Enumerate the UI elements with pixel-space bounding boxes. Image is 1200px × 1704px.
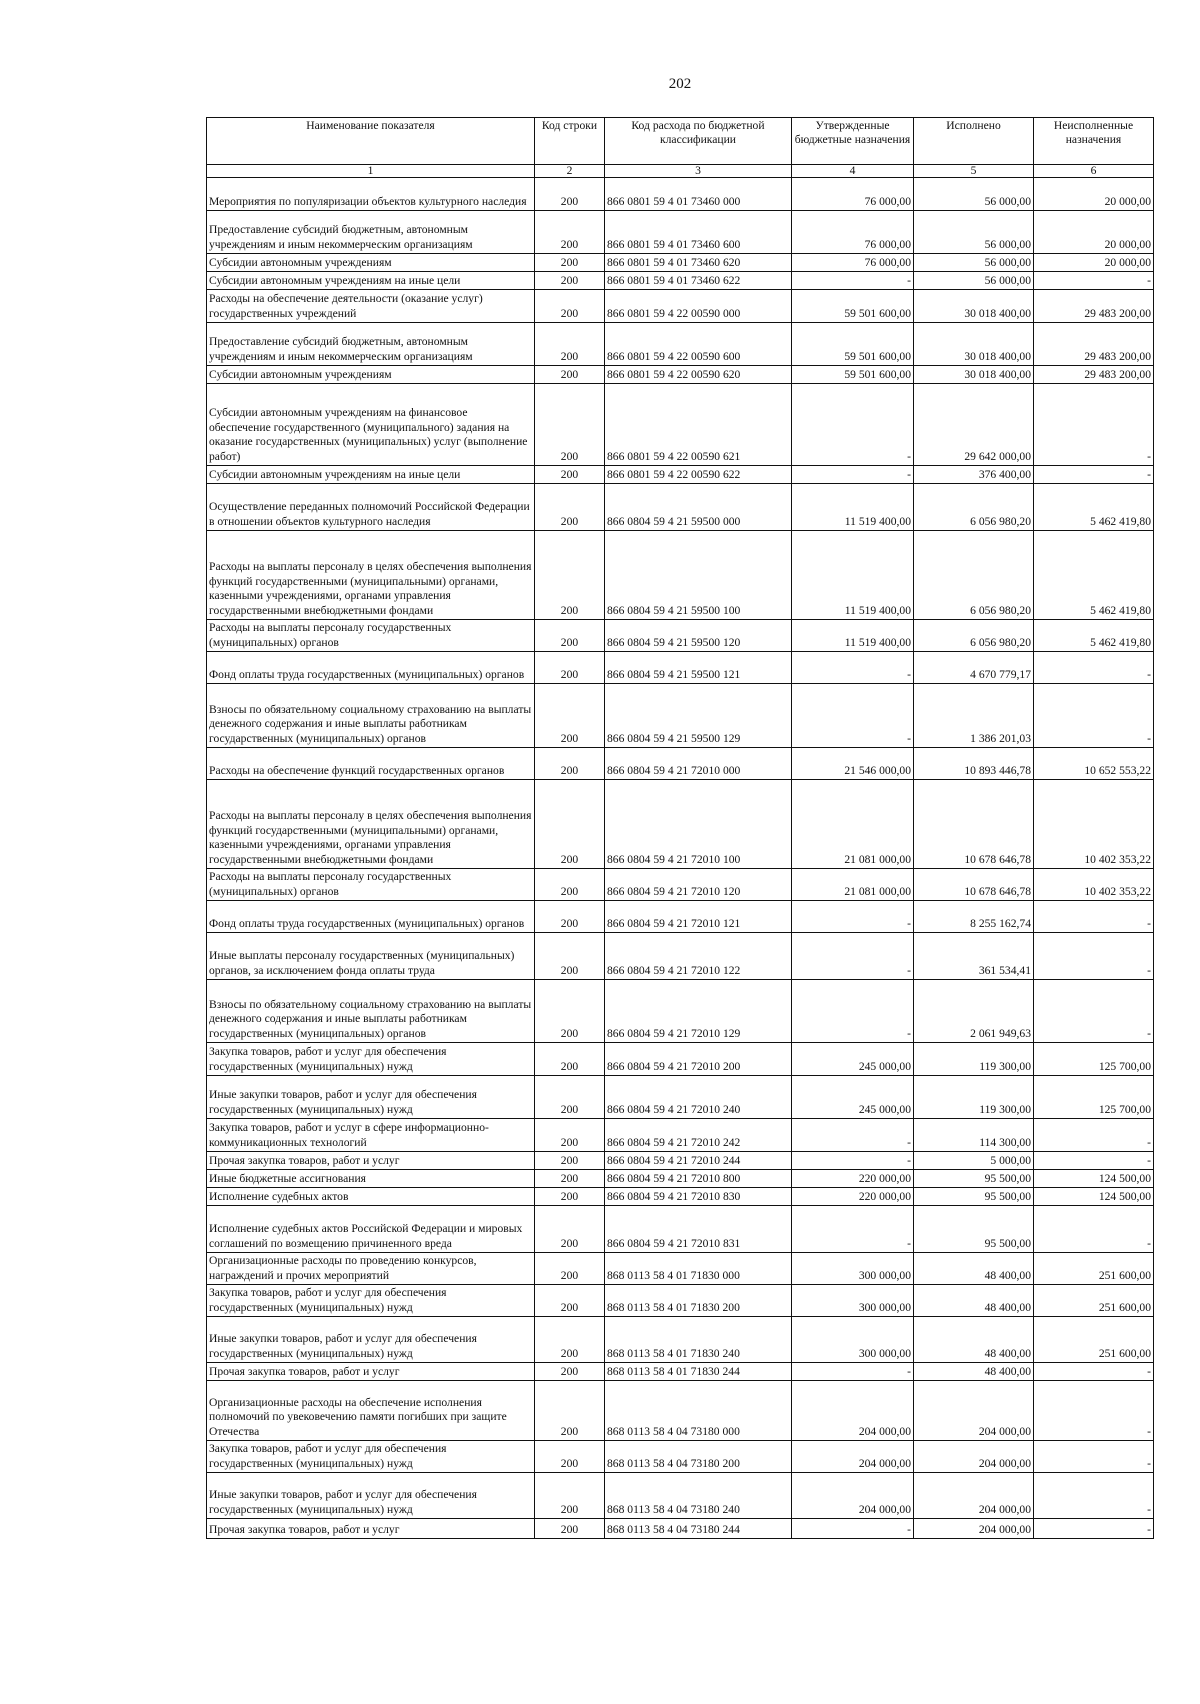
row-line-code: 200 [535, 1206, 605, 1253]
row-expense-code: 866 0804 59 4 21 72010 120 [605, 869, 792, 901]
row-expense-code: 868 0113 58 4 01 71830 240 [605, 1317, 792, 1363]
row-expense-code: 868 0113 58 4 01 71830 244 [605, 1363, 792, 1381]
row-executed: 10 678 646,78 [914, 780, 1034, 869]
row-remaining: 10 402 353,22 [1034, 780, 1154, 869]
table-row [207, 869, 1154, 901]
row-approved: 59 501 600,00 [792, 323, 914, 366]
column-number: 6 [1034, 165, 1154, 178]
row-expense-code: 866 0804 59 4 21 59500 000 [605, 484, 792, 531]
row-expense-code: 868 0113 58 4 04 73180 000 [605, 1381, 792, 1441]
table-row [207, 178, 1154, 211]
row-remaining: - [1034, 466, 1154, 484]
row-approved: 21 081 000,00 [792, 780, 914, 869]
table-row [207, 384, 1154, 466]
row-executed: 6 056 980,20 [914, 484, 1034, 531]
row-remaining: - [1034, 384, 1154, 466]
row-name: Закупка товаров, работ и услуг для обеспечения государственных (муниципальных) нужд [207, 1285, 535, 1317]
table-body [207, 178, 1154, 1539]
row-executed: 30 018 400,00 [914, 290, 1034, 323]
row-name: Субсидии автономным учреждениям на финансовое обеспечение государственного (муниципального) задания на оказание государственных (муниципальных) услуг (выполнение работ) [207, 384, 535, 466]
row-line-code: 200 [535, 1253, 605, 1285]
row-approved: - [792, 384, 914, 466]
row-expense-code: 866 0804 59 4 21 72010 121 [605, 901, 792, 933]
row-expense-code: 868 0113 58 4 04 73180 240 [605, 1473, 792, 1519]
row-name: Субсидии автономным учреждениям [207, 254, 535, 272]
row-name: Иные бюджетные ассигнования [207, 1170, 535, 1188]
row-line-code: 200 [535, 1519, 605, 1539]
row-executed: 56 000,00 [914, 272, 1034, 290]
row-name: Закупка товаров, работ и услуг для обеспечения государственных (муниципальных) нужд [207, 1441, 535, 1473]
table-row [207, 1043, 1154, 1076]
row-executed: 30 018 400,00 [914, 323, 1034, 366]
row-expense-code: 866 0804 59 4 21 72010 000 [605, 748, 792, 780]
row-executed: 10 678 646,78 [914, 869, 1034, 901]
row-expense-code: 866 0801 59 4 01 73460 000 [605, 178, 792, 211]
row-remaining: 124 500,00 [1034, 1170, 1154, 1188]
row-remaining: - [1034, 1152, 1154, 1170]
row-expense-code: 866 0804 59 4 21 72010 240 [605, 1076, 792, 1119]
row-expense-code: 866 0801 59 4 22 00590 600 [605, 323, 792, 366]
row-expense-code: 866 0804 59 4 21 72010 200 [605, 1043, 792, 1076]
header-row [207, 118, 1154, 165]
row-line-code: 200 [535, 1076, 605, 1119]
table-row [207, 1076, 1154, 1119]
row-approved: 245 000,00 [792, 1043, 914, 1076]
row-line-code: 200 [535, 1188, 605, 1206]
row-remaining: - [1034, 1473, 1154, 1519]
row-expense-code: 866 0804 59 4 21 72010 122 [605, 933, 792, 980]
table-row [207, 1473, 1154, 1519]
row-remaining: 20 000,00 [1034, 178, 1154, 211]
row-executed: 376 400,00 [914, 466, 1034, 484]
row-name: Прочая закупка товаров, работ и услуг [207, 1363, 535, 1381]
row-executed: 48 400,00 [914, 1363, 1034, 1381]
table-row [207, 980, 1154, 1043]
row-expense-code: 866 0804 59 4 21 59500 129 [605, 684, 792, 748]
table-row [207, 780, 1154, 869]
row-name: Осуществление переданных полномочий Российской Федерации в отношении объектов культурного наследия [207, 484, 535, 531]
row-name: Взносы по обязательному социальному страхованию на выплаты денежного содержания и иные выплаты работникам государственных (муниципальных) органов [207, 980, 535, 1043]
row-approved: 300 000,00 [792, 1285, 914, 1317]
row-name: Фонд оплаты труда государственных (муниципальных) органов [207, 652, 535, 684]
header-executed: Исполнено [914, 118, 1034, 165]
row-remaining: - [1034, 901, 1154, 933]
row-expense-code: 866 0804 59 4 21 72010 100 [605, 780, 792, 869]
row-line-code: 200 [535, 290, 605, 323]
row-remaining: 251 600,00 [1034, 1253, 1154, 1285]
row-approved: - [792, 980, 914, 1043]
row-remaining: 5 462 419,80 [1034, 531, 1154, 620]
table-row [207, 366, 1154, 384]
table-row [207, 1363, 1154, 1381]
row-executed: 361 534,41 [914, 933, 1034, 980]
row-executed: 5 000,00 [914, 1152, 1034, 1170]
row-approved: 59 501 600,00 [792, 366, 914, 384]
row-name: Иные закупки товаров, работ и услуг для обеспечения государственных (муниципальных) нужд [207, 1473, 535, 1519]
row-expense-code: 866 0801 59 4 01 73460 622 [605, 272, 792, 290]
row-remaining: 10 402 353,22 [1034, 869, 1154, 901]
row-name: Исполнение судебных актов [207, 1188, 535, 1206]
table-row [207, 1519, 1154, 1539]
row-line-code: 200 [535, 652, 605, 684]
row-line-code: 200 [535, 384, 605, 466]
row-name: Предоставление субсидий бюджетным, автономным учреждениям и иным некоммерческим организациям [207, 211, 535, 254]
table-row [207, 1441, 1154, 1473]
row-line-code: 200 [535, 1119, 605, 1152]
row-expense-code: 866 0804 59 4 21 72010 242 [605, 1119, 792, 1152]
row-name: Мероприятия по популяризации объектов культурного наследия [207, 178, 535, 211]
table-row [207, 1253, 1154, 1285]
row-remaining: - [1034, 1206, 1154, 1253]
row-approved: - [792, 1363, 914, 1381]
row-remaining: 5 462 419,80 [1034, 620, 1154, 652]
table-row [207, 531, 1154, 620]
row-name: Расходы на обеспечение деятельности (оказание услуг) государственных учреждений [207, 290, 535, 323]
row-approved: 220 000,00 [792, 1188, 914, 1206]
row-approved: 76 000,00 [792, 254, 914, 272]
row-executed: 6 056 980,20 [914, 531, 1034, 620]
row-executed: 95 500,00 [914, 1188, 1034, 1206]
row-line-code: 200 [535, 323, 605, 366]
column-number: 4 [792, 165, 914, 178]
row-executed: 56 000,00 [914, 211, 1034, 254]
row-approved: 76 000,00 [792, 178, 914, 211]
table-row [207, 933, 1154, 980]
row-approved: 220 000,00 [792, 1170, 914, 1188]
row-executed: 29 642 000,00 [914, 384, 1034, 466]
row-remaining: - [1034, 980, 1154, 1043]
row-expense-code: 866 0801 59 4 22 00590 621 [605, 384, 792, 466]
row-line-code: 200 [535, 531, 605, 620]
row-remaining: - [1034, 1363, 1154, 1381]
row-approved: - [792, 466, 914, 484]
row-executed: 48 400,00 [914, 1317, 1034, 1363]
row-approved: - [792, 1519, 914, 1539]
row-name: Фонд оплаты труда государственных (муниципальных) органов [207, 901, 535, 933]
table-row [207, 323, 1154, 366]
row-remaining: 20 000,00 [1034, 211, 1154, 254]
row-remaining: 29 483 200,00 [1034, 323, 1154, 366]
row-remaining: - [1034, 652, 1154, 684]
row-line-code: 200 [535, 254, 605, 272]
row-approved: 300 000,00 [792, 1253, 914, 1285]
row-executed: 119 300,00 [914, 1043, 1034, 1076]
row-approved: 11 519 400,00 [792, 620, 914, 652]
row-remaining: - [1034, 1381, 1154, 1441]
row-line-code: 200 [535, 1317, 605, 1363]
table-row [207, 1170, 1154, 1188]
header-remaining: Неисполненные назначения [1034, 118, 1154, 165]
column-number: 3 [605, 165, 792, 178]
row-expense-code: 866 0804 59 4 21 59500 100 [605, 531, 792, 620]
table-header [207, 118, 1154, 178]
row-executed: 114 300,00 [914, 1119, 1034, 1152]
row-expense-code: 866 0804 59 4 21 72010 129 [605, 980, 792, 1043]
row-executed: 204 000,00 [914, 1381, 1034, 1441]
row-expense-code: 868 0113 58 4 01 71830 000 [605, 1253, 792, 1285]
row-line-code: 200 [535, 366, 605, 384]
row-remaining: - [1034, 272, 1154, 290]
row-executed: 56 000,00 [914, 178, 1034, 211]
table-row [207, 1317, 1154, 1363]
row-executed: 95 500,00 [914, 1206, 1034, 1253]
row-name: Иные закупки товаров, работ и услуг для обеспечения государственных (муниципальных) нужд [207, 1076, 535, 1119]
row-remaining: 125 700,00 [1034, 1076, 1154, 1119]
row-line-code: 200 [535, 466, 605, 484]
row-executed: 10 893 446,78 [914, 748, 1034, 780]
row-line-code: 200 [535, 620, 605, 652]
row-line-code: 200 [535, 933, 605, 980]
header-line-code: Код строки [535, 118, 605, 165]
table-row [207, 652, 1154, 684]
budget-execution-table [206, 117, 1154, 1539]
table-row [207, 484, 1154, 531]
row-approved: 11 519 400,00 [792, 531, 914, 620]
row-expense-code: 866 0804 59 4 21 72010 244 [605, 1152, 792, 1170]
row-approved: 76 000,00 [792, 211, 914, 254]
row-executed: 48 400,00 [914, 1253, 1034, 1285]
row-line-code: 200 [535, 1381, 605, 1441]
table-row [207, 1381, 1154, 1441]
row-line-code: 200 [535, 1363, 605, 1381]
row-expense-code: 866 0801 59 4 22 00590 000 [605, 290, 792, 323]
row-remaining: 20 000,00 [1034, 254, 1154, 272]
row-name: Прочая закупка товаров, работ и услуг [207, 1152, 535, 1170]
table-row [207, 1188, 1154, 1206]
row-line-code: 200 [535, 272, 605, 290]
table-row [207, 1152, 1154, 1170]
table-row [207, 620, 1154, 652]
page-number: 202 [668, 76, 692, 92]
row-remaining: - [1034, 1519, 1154, 1539]
row-executed: 4 670 779,17 [914, 652, 1034, 684]
row-name: Закупка товаров, работ и услуг в сфере информационно-коммуникационных технологий [207, 1119, 535, 1152]
row-name: Расходы на выплаты персоналу государственных (муниципальных) органов [207, 620, 535, 652]
column-number: 1 [207, 165, 535, 178]
row-line-code: 200 [535, 980, 605, 1043]
row-remaining: 124 500,00 [1034, 1188, 1154, 1206]
row-executed: 204 000,00 [914, 1473, 1034, 1519]
column-numbers-row [207, 165, 1154, 178]
row-approved: 21 546 000,00 [792, 748, 914, 780]
row-name: Расходы на выплаты персоналу государственных (муниципальных) органов [207, 869, 535, 901]
row-expense-code: 866 0801 59 4 22 00590 620 [605, 366, 792, 384]
table-row [207, 466, 1154, 484]
row-line-code: 200 [535, 1285, 605, 1317]
row-line-code: 200 [535, 484, 605, 531]
row-name: Расходы на выплаты персоналу в целях обеспечения выполнения функций государственными (муниципальными) органами, казенными учреждениями, органами управления государственными внебюджетными фондами [207, 780, 535, 869]
row-executed: 6 056 980,20 [914, 620, 1034, 652]
row-line-code: 200 [535, 1152, 605, 1170]
row-name: Организационные расходы по проведению конкурсов, награждений и прочих мероприятий [207, 1253, 535, 1285]
row-remaining: - [1034, 684, 1154, 748]
row-name: Взносы по обязательному социальному страхованию на выплаты денежного содержания и иные выплаты работникам государственных (муниципальных) органов [207, 684, 535, 748]
table-row [207, 290, 1154, 323]
row-expense-code: 866 0801 59 4 01 73460 600 [605, 211, 792, 254]
row-line-code: 200 [535, 780, 605, 869]
row-executed: 30 018 400,00 [914, 366, 1034, 384]
row-expense-code: 866 0801 59 4 22 00590 622 [605, 466, 792, 484]
table-row [207, 1119, 1154, 1152]
header-approved: Утвержденные бюджетные назначения [792, 118, 914, 165]
row-name: Предоставление субсидий бюджетным, автономным учреждениям и иным некоммерческим организациям [207, 323, 535, 366]
row-name: Субсидии автономным учреждениям на иные цели [207, 466, 535, 484]
row-line-code: 200 [535, 1043, 605, 1076]
column-number: 5 [914, 165, 1034, 178]
row-name: Прочая закупка товаров, работ и услуг [207, 1519, 535, 1539]
row-approved: 245 000,00 [792, 1076, 914, 1119]
row-remaining: 29 483 200,00 [1034, 290, 1154, 323]
row-line-code: 200 [535, 1473, 605, 1519]
row-approved: - [792, 933, 914, 980]
row-name: Организационные расходы на обеспечение исполнения полномочий по увековечению памяти погибших при защите Отечества [207, 1381, 535, 1441]
row-expense-code: 866 0801 59 4 01 73460 620 [605, 254, 792, 272]
row-line-code: 200 [535, 1170, 605, 1188]
row-remaining: - [1034, 1441, 1154, 1473]
row-remaining: 29 483 200,00 [1034, 366, 1154, 384]
row-executed: 56 000,00 [914, 254, 1034, 272]
row-expense-code: 866 0804 59 4 21 59500 120 [605, 620, 792, 652]
row-approved: 300 000,00 [792, 1317, 914, 1363]
row-line-code: 200 [535, 869, 605, 901]
table-row [207, 272, 1154, 290]
row-name: Субсидии автономным учреждениям [207, 366, 535, 384]
row-remaining: 10 652 553,22 [1034, 748, 1154, 780]
row-name: Субсидии автономным учреждениям на иные цели [207, 272, 535, 290]
row-executed: 1 386 201,03 [914, 684, 1034, 748]
row-approved: 11 519 400,00 [792, 484, 914, 531]
table-row [207, 748, 1154, 780]
row-name: Закупка товаров, работ и услуг для обеспечения государственных (муниципальных) нужд [207, 1043, 535, 1076]
row-executed: 48 400,00 [914, 1285, 1034, 1317]
row-line-code: 200 [535, 178, 605, 211]
row-name: Расходы на обеспечение функций государственных органов [207, 748, 535, 780]
row-executed: 8 255 162,74 [914, 901, 1034, 933]
row-expense-code: 868 0113 58 4 01 71830 200 [605, 1285, 792, 1317]
row-approved: - [792, 684, 914, 748]
table-row [207, 254, 1154, 272]
row-expense-code: 868 0113 58 4 04 73180 244 [605, 1519, 792, 1539]
row-approved: - [792, 901, 914, 933]
row-expense-code: 866 0804 59 4 21 72010 831 [605, 1206, 792, 1253]
column-number: 2 [535, 165, 605, 178]
row-approved: - [792, 652, 914, 684]
row-approved: - [792, 1152, 914, 1170]
row-line-code: 200 [535, 211, 605, 254]
row-executed: 204 000,00 [914, 1519, 1034, 1539]
row-expense-code: 868 0113 58 4 04 73180 200 [605, 1441, 792, 1473]
row-name: Иные закупки товаров, работ и услуг для обеспечения государственных (муниципальных) нужд [207, 1317, 535, 1363]
row-remaining: 251 600,00 [1034, 1285, 1154, 1317]
row-line-code: 200 [535, 1441, 605, 1473]
row-expense-code: 866 0804 59 4 21 72010 830 [605, 1188, 792, 1206]
row-name: Расходы на выплаты персоналу в целях обеспечения выполнения функций государственными (муниципальными) органами, казенными учреждениями, органами управления государственными внебюджетными фондами [207, 531, 535, 620]
table-row [207, 1285, 1154, 1317]
row-remaining: 251 600,00 [1034, 1317, 1154, 1363]
row-executed: 119 300,00 [914, 1076, 1034, 1119]
row-name: Исполнение судебных актов Российской Федерации и мировых соглашений по возмещению причиненного вреда [207, 1206, 535, 1253]
row-approved: - [792, 1206, 914, 1253]
row-approved: 204 000,00 [792, 1473, 914, 1519]
row-line-code: 200 [535, 748, 605, 780]
row-executed: 95 500,00 [914, 1170, 1034, 1188]
row-approved: - [792, 1119, 914, 1152]
row-approved: 204 000,00 [792, 1381, 914, 1441]
table-row [207, 1206, 1154, 1253]
row-remaining: 5 462 419,80 [1034, 484, 1154, 531]
row-line-code: 200 [535, 684, 605, 748]
row-expense-code: 866 0804 59 4 21 72010 800 [605, 1170, 792, 1188]
row-expense-code: 866 0804 59 4 21 59500 121 [605, 652, 792, 684]
row-remaining: 125 700,00 [1034, 1043, 1154, 1076]
row-name: Иные выплаты персоналу государственных (муниципальных) органов, за исключением фонда оплаты труда [207, 933, 535, 980]
row-approved: 21 081 000,00 [792, 869, 914, 901]
row-approved: 204 000,00 [792, 1441, 914, 1473]
row-line-code: 200 [535, 901, 605, 933]
row-approved: - [792, 272, 914, 290]
table-row [207, 684, 1154, 748]
row-executed: 204 000,00 [914, 1441, 1034, 1473]
row-approved: 59 501 600,00 [792, 290, 914, 323]
row-executed: 2 061 949,63 [914, 980, 1034, 1043]
header-name: Наименование показателя [207, 118, 535, 165]
table-row [207, 901, 1154, 933]
row-remaining: - [1034, 933, 1154, 980]
header-expense-code: Код расхода по бюджетной классификации [605, 118, 792, 165]
row-remaining: - [1034, 1119, 1154, 1152]
table-row [207, 211, 1154, 254]
